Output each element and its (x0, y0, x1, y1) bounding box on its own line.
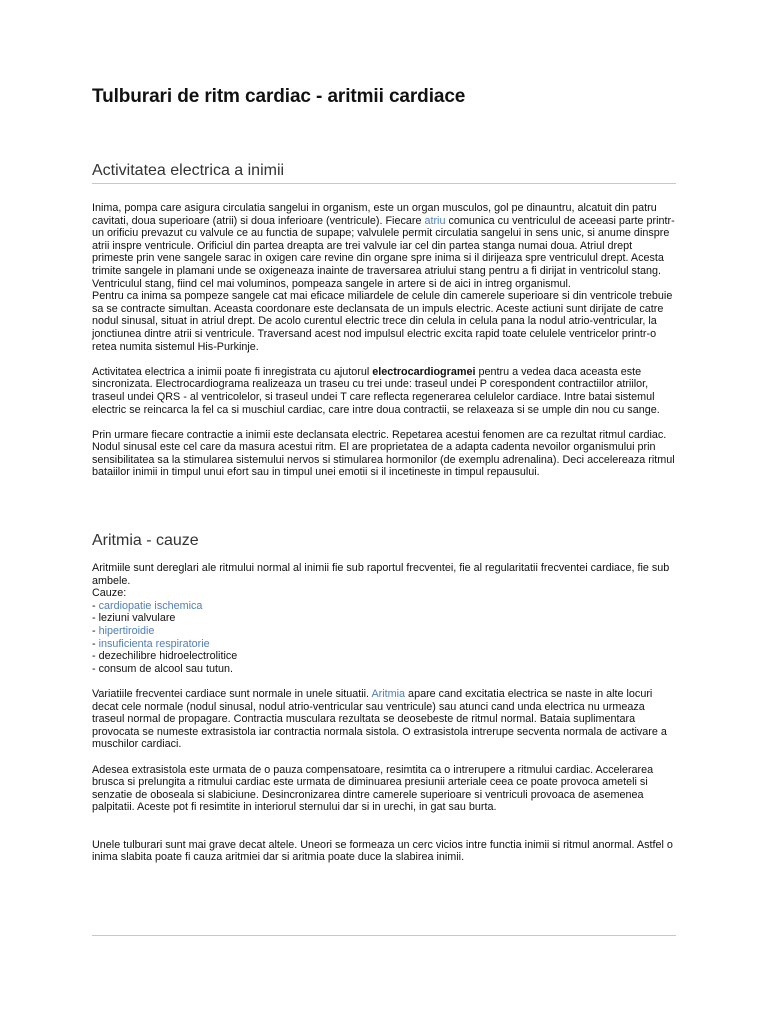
paragraph-ecg: Activitatea electrica a inimii poate fi inregistrata cu ajutorul electrocardiogramei pentru a vedea daca aceasta este sincronizata. Electrocardiograma realizeaza un traseu cu trei unde: traseul undei P corespondent contractiilor atriilor, traseul undei QRS - al ventricolelor, si traseul undei T care reflecta regenerarea celulelor cardiace. Intre batai sistemul electric se reincarca la fel ca si muschiul cardiac, care intre doua contractii, se relaxeaza si se umple din nou cu sange. (92, 365, 660, 416)
section-electrical-activity (92, 162, 676, 479)
cause-link[interactable]: insuficienta respiratorie (98, 637, 210, 650)
section-heading: Aritmia - cauze (92, 532, 199, 549)
paragraph-aritmia: Variatiile frecventei cardiace sunt normale in unele situatii. Aritmia apare cand excitatia electrica se naste in alte locuri decat cele normale (nodul sinusal, nodul atrio-ventricular sau ventricule) sau atunci cand unda electrica nu urmeaza traseul normal de propagare. Contractia musculara rezultata se deosebeste de ritmul normal. Bataia suplimentara provocata se numeste extrasistola iar contractia normala sistola. O extrasistola intrerupe secventa normala de activare a muschilor cardiaci. (92, 687, 667, 751)
causes-label: Cauze: (92, 587, 127, 600)
list-item: - consum de alcool sau tutun. (92, 662, 234, 675)
list-item: - dezechilibre hidroelectrolitice (92, 650, 238, 663)
list-item: - hipertiroidie (92, 624, 155, 637)
section-heading: Activitatea electrica a inimii (92, 162, 676, 184)
section-arrhythmia-causes (92, 532, 676, 864)
list-item: - cardiopatie ischemica (92, 599, 203, 612)
paragraph-intro: Aritmiile sunt dereglari ale ritmului normal al inimii fie sub raportul frecventei, fie al regularitatii frecventei cardiace, fie sub ambele. (92, 562, 670, 587)
cause-text: dezechilibre hidroelectrolitice (98, 650, 238, 663)
cause-text: consum de alcool sau tutun. (98, 662, 234, 675)
bottom-divider (92, 935, 676, 936)
bold-electrocardiograma: electrocardiogramei (372, 365, 476, 378)
list-item: - leziuni valvulare (92, 612, 176, 625)
page-title: Tulburari de ritm cardiac - aritmii cardiace (92, 86, 466, 107)
paragraph-conclusion: Unele tulburari sunt mai grave decat altele. Uneori se formeaza un cerc vicios intre functia inimii si ritmul anormal. Astfel o inima slabita poate fi cauza aritmiei dar si aritmia poate duce la slabirea inimii. (92, 838, 673, 864)
cause-link[interactable]: cardiopatie ischemica (98, 599, 203, 612)
cause-text: leziuni valvulare (98, 612, 176, 625)
causes-list (92, 600, 676, 676)
paragraph-impulse: Pentru ca inima sa pompeze sangele cat mai eficace miliardele de celule din camerele superioare si din ventricole trebuie sa se contracte simultan. Aceasta coordonare este declansata de un impuls electric. Aceste actiuni sunt dirijate de catre nodul sinusal, situat in atriul drept. De acolo curentul electric trece din celula in celula pana la nodul atrio-ventricular, la jonctiunea dintre atrii si ventricule. Traversand acest nod impulsul electric excita rapid toate celulele ventricelor printr-o retea numita sistemul His-Purkinje. (92, 290, 673, 353)
link-atriu[interactable]: atriu (424, 214, 446, 227)
paragraph-heart-anatomy: Inima, pompa care asigura circulatia sangelui in organism, este un organ musculos, gol pe dinauntru, alcatuit din patru cavitati, doua superioare (atrii) si doua inferioare (ventricule). Fiecare atriu comunica cu ventriculul de aceeasi parte printr-un orificiu prevazut cu valvule ce au functia de supape; valvulele permit circulatia sangelui in sens unic, si anume dinspre atrii inspre ventricule. Orificiul din partea dreapta are trei valvule iar cel din partea stanga numai doua. Atriul drept primeste prin vene sangele sarac in oxigen care revine din organe spre inima si il dirijeaza spre ventriculul drept. Acesta trimite sangele in plamani unde se oxigeneaza inainte de traversarea atriului stang pentru a fi dirijat in ventricolul stang. Ventriculul stang, fiind cel mai voluminos, pompeaza sangele in artere si de aici in intreg organismul. Pentru ca inima sa pompeze sangele cat mai eficace miliardele de celule din camerele superioare si din ventricole trebuie sa se contracte simultan. Aceasta coordonare este declansata de un impuls electric. Aceste actiuni sunt dirijate de catre nodul sinusal, situat in atriul drept. De acolo curentul electric trece din celula in celula pana la nodul atrio-ventricular, la jonctiunea dintre atrii si ventricule. Traversand acest nod impulsul electric excita rapid toate celulele ventricelor printr-o retea numita sistemul His-Purkinje. (92, 202, 675, 353)
link-aritmia[interactable]: Aritmia (371, 687, 406, 700)
list-item: - insuficienta respiratorie (92, 637, 210, 650)
cause-link[interactable]: hipertiroidie (98, 624, 155, 637)
paragraph-rhythm: Prin urmare fiecare contractie a inimii este declansata electric. Repetarea acestui fenomen are ca rezultat ritmul cardiac. Nodul sinusal este cel care da masura acestui ritm. El are proprietatea de a adapta cadenta nevoilor organismului prin sensibilitatea sa la stimularea sistemului nervos si stimularea hormonilor (de exemplu adrenalina). Deci accelereaza ritmul bataiilor inimii in timpul unui efort sau in timpul unei emotii si il incetineste in timpul repausului. (92, 428, 675, 479)
paragraph-extrasistola: Adesea extrasistola este urmata de o pauza compensatoare, resimtita ca o intrerupere a ritmului cardiac. Accelerarea brusca si prelungita a ritmului cardiac este urmata de diminuarea presiunii arteriale ceea ce poate provoca ameteli si senzatie de oboseala si slabiciune. Desincronizarea dintre camerele superioare si ventriculi provoaca de asemenea palpitatii. Aceste pot fi resimtite in interiorul sternului dar si in urechi, in gat sau burta. (92, 763, 654, 814)
